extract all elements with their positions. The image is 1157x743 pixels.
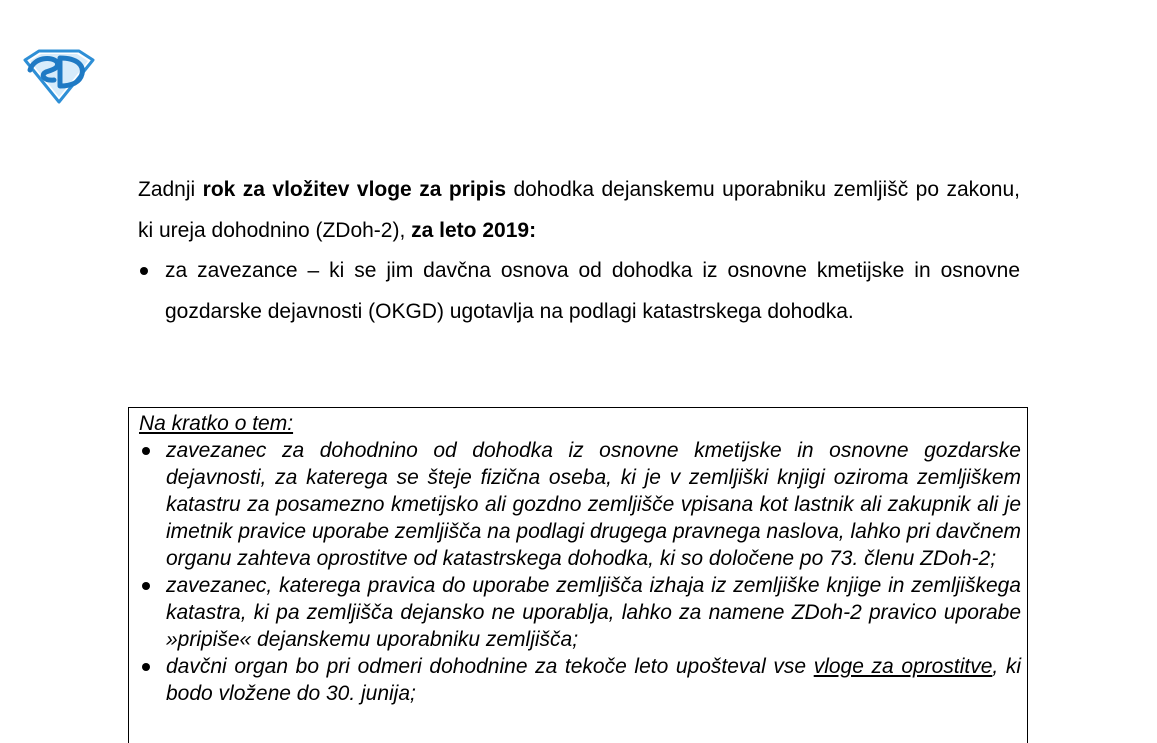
bullet-icon bbox=[142, 582, 150, 590]
list-item bbox=[139, 653, 1021, 707]
bullet-icon bbox=[142, 447, 150, 455]
bullet-icon bbox=[140, 267, 148, 275]
list-item bbox=[139, 572, 1021, 653]
intro-list bbox=[138, 251, 1020, 332]
shield-logo-icon bbox=[22, 48, 96, 104]
intro-text-2: dohodka dejanskemu uporabniku zemljišč po zakonu, ki ureja dohodnino (ZDoh-2), bbox=[138, 178, 1021, 242]
intro-paragraph bbox=[138, 170, 1020, 251]
intro-bold-year: za leto 2019 bbox=[411, 218, 530, 242]
intro-colon: : bbox=[529, 218, 537, 242]
summary-bullet-text: , ki bodo vložene do 30. junija; bbox=[166, 655, 1021, 705]
summary-list bbox=[139, 437, 1021, 707]
intro-section bbox=[138, 170, 1020, 332]
summary-box-content bbox=[139, 410, 1021, 707]
summary-box-title: Na kratko o tem: bbox=[139, 412, 294, 435]
bullet-icon bbox=[142, 663, 150, 671]
summary-bullet-text: zavezanec, katerega pravica do uporabe zemljišča izhaja iz zemljiške knjige in zemljiškega katastra, ki pa zemljišča dejansko ne uporablja, lahko za namene ZDoh-2 pravico uporabe »pripiše« dejanskemu uporabniku zemljišča; bbox=[166, 574, 1021, 651]
intro-text-1: Zadnji bbox=[138, 178, 203, 201]
underlined-link-text: vloge za oprostitve bbox=[813, 655, 993, 678]
summary-bullet-text: davčni organ bo pri odmeri dohodnine za tekoče leto upošteval vse bbox=[166, 655, 814, 678]
intro-bullet-text: za zavezance – ki se jim davčna osnova od dohodka iz osnovne kmetijske in osnovne gozdarske dejavnosti (OKGD) ugotavlja na podlagi katastrskega dohodka. bbox=[165, 259, 1020, 323]
list-item bbox=[139, 437, 1021, 572]
summary-box bbox=[128, 407, 1028, 743]
summary-bullet-text: zavezanec za dohodnino od dohodka iz osnovne kmetijske in osnovne gozdarske dejavnosti, za katerega se šteje fizična oseba, ki je v zemljiški knjigi oziroma zemljiškem katastru za posamezno kmetijsko ali gozdno zemljišče vpisana kot lastnik ali zakupnik ali je imetnik pravice uporabe zemljišča na podlagi drugega pravnega naslova, lahko pri davčnem organu zahteva oprostitve od katastrskega dohodka, ki so določene po 73. členu ZDoh-2; bbox=[166, 439, 1021, 570]
intro-bold-deadline: rok za vložitev vloge za pripis bbox=[202, 178, 506, 201]
list-item bbox=[138, 251, 1020, 332]
